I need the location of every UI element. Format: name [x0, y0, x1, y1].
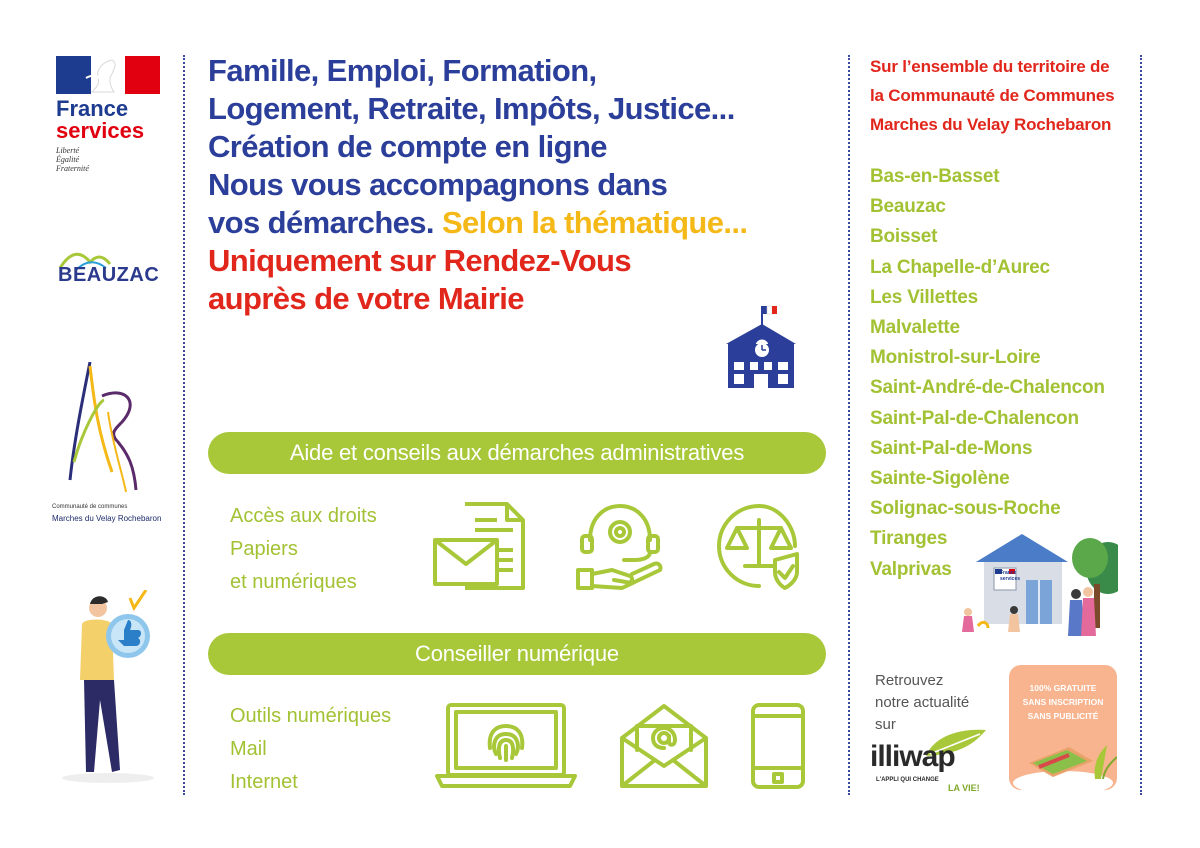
- section-numerique-header: Conseiller numérique: [208, 633, 826, 675]
- motto-egalite: Égalité: [56, 155, 80, 164]
- smartphone-icon: [750, 702, 806, 790]
- house-sign: France services: [1000, 570, 1021, 582]
- town-item: Tiranges: [870, 528, 948, 550]
- beauzac-logo: [56, 246, 166, 296]
- headline-line3: Création de compte en ligne: [208, 129, 607, 164]
- towns-list: [870, 162, 1105, 585]
- justice-scale-icon: [713, 500, 805, 592]
- mvr-mark-icon: [52, 362, 168, 502]
- motto-fraternite: Fraternité: [56, 164, 89, 173]
- beauzac-wordmark: BEAUZAC: [58, 264, 160, 286]
- headline-line1: Famille, Emploi, Formation,: [208, 53, 597, 88]
- envelope-document-icon: [433, 500, 527, 592]
- territory-heading: [870, 52, 1140, 139]
- town-item: Beauzac: [870, 196, 946, 218]
- headline: [208, 52, 808, 318]
- town-item: Valprivas: [870, 558, 952, 580]
- territory-heading-line1: Sur l’ensemble du territoire de: [870, 57, 1110, 76]
- town-item: Sainte-Sigolène: [870, 468, 1010, 490]
- headline-line5b: Selon la thématique...: [441, 205, 748, 240]
- list-item: Mail: [230, 738, 267, 760]
- promo-line3: SANS PUBLICITÉ: [1027, 711, 1099, 721]
- list-item: Outils numériques: [230, 705, 392, 727]
- town-item: Saint-Pal-de-Chalencon: [870, 407, 1079, 429]
- email-envelope-icon: [619, 702, 709, 790]
- territory-heading-line3: Marches du Velay Rochebaron: [870, 115, 1112, 134]
- headline-line5a: vos démarches.: [208, 205, 434, 240]
- mvr-name: Marches du Velay Rochebaron: [52, 514, 162, 523]
- illiwap-logo[interactable]: [870, 728, 990, 793]
- illiwap-tagline: L'APPLI QUI CHANGE: [876, 777, 939, 783]
- town-item: Saint-Pal-de-Mons: [870, 437, 1033, 459]
- territory-heading-line2: la Communauté de Communes: [870, 86, 1115, 105]
- town-item: La Chapelle-d’Aurec: [870, 256, 1050, 278]
- left-divider: [183, 55, 185, 795]
- mvr-subtitle: Communauté de communes: [52, 504, 128, 510]
- headline-line4: Nous vous accompagnons dans: [208, 167, 668, 202]
- retrouvez-line3: sur: [875, 716, 896, 733]
- retrouvez-line2: notre actualité: [875, 694, 970, 711]
- retrouvez-line1: Retrouvez: [875, 672, 944, 689]
- town-item: Malvalette: [870, 317, 960, 339]
- marianne-flag-icon: [56, 56, 160, 94]
- section-aide-header: Aide et conseils aux démarches administratives: [208, 432, 826, 474]
- promo-line1: 100% GRATUITE: [1029, 683, 1097, 693]
- town-item: Saint-André-de-Chalencon: [870, 377, 1105, 399]
- illiwap-wordmark: illiwap: [870, 740, 955, 773]
- headline-line2: Logement, Retraite, Impôts, Justice...: [208, 91, 735, 126]
- france-services-line2: services: [56, 118, 145, 143]
- person-thumbs-up-illustration: [62, 590, 162, 785]
- section-numerique-list: [230, 700, 391, 799]
- section-aide-list: [230, 500, 377, 599]
- right-divider-right: [1140, 55, 1142, 795]
- list-item: Accès aux droits: [230, 505, 377, 527]
- france-services-logo: [56, 56, 166, 173]
- mvr-logo: [52, 362, 168, 527]
- list-item: Papiers: [230, 538, 298, 560]
- right-divider-left: [848, 55, 850, 795]
- promo-line2: SANS INSCRIPTION: [1022, 697, 1104, 707]
- france-services-house-illustration: [958, 528, 1118, 638]
- town-item: Boisset: [870, 226, 938, 248]
- illiwap-tagline2: LA VIE!: [948, 783, 980, 793]
- town-item: Solignac-sous-Roche: [870, 498, 1061, 520]
- laptop-fingerprint-icon: [434, 702, 578, 790]
- town-item: Bas-en-Basset: [870, 166, 1000, 187]
- france-services-line1: France: [56, 96, 129, 121]
- town-item: Monistrol-sur-Loire: [870, 347, 1041, 369]
- list-item: et numériques: [230, 571, 357, 593]
- motto-liberte: Liberté: [56, 146, 80, 155]
- headline-line7: auprès de votre Mairie: [208, 281, 524, 316]
- promo-badge: [1009, 665, 1117, 790]
- town-item: Les Villettes: [870, 286, 978, 308]
- support-hand-icon: [574, 500, 666, 592]
- list-item: Internet: [230, 771, 298, 793]
- mairie-icon: [722, 304, 800, 390]
- promo-illustration: [1009, 723, 1117, 790]
- headline-line6: Uniquement sur Rendez-Vous: [208, 243, 632, 278]
